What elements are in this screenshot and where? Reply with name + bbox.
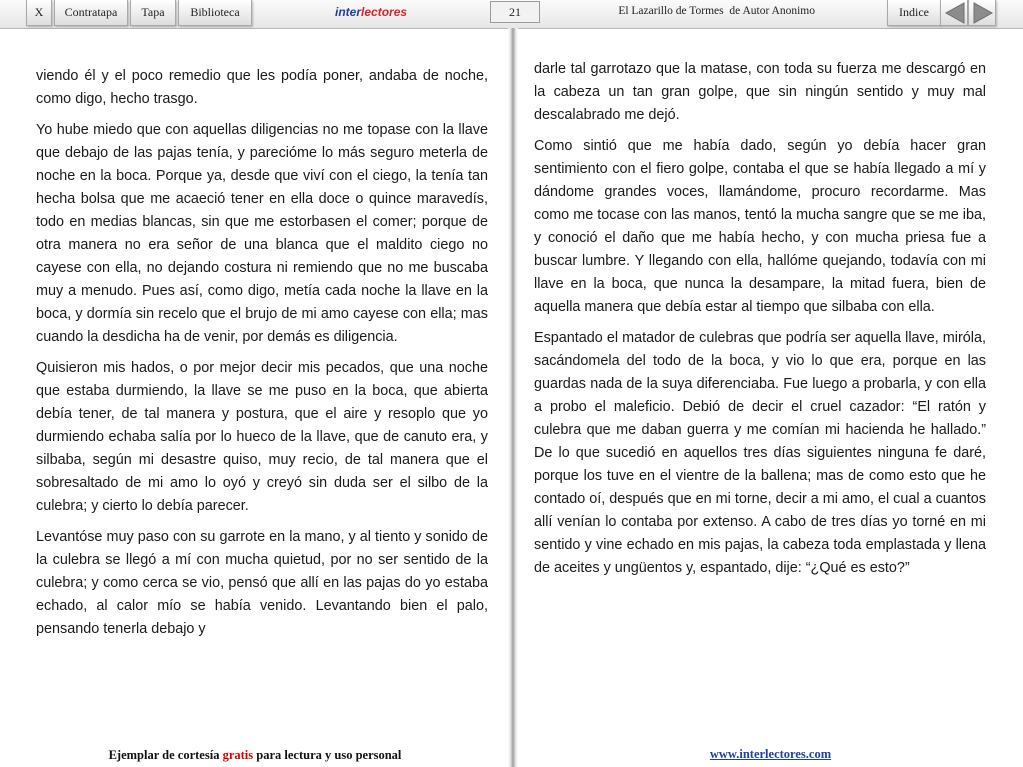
toolbar <box>0 0 1023 29</box>
paragraph: Como sintió que me había dado, según yo debía hacer gran sentimiento con el fiero golpe, contaba el que se había llegado a mí y dándome grandes voces, llamándome, procuro recordarme. Mas como me tocase con las manos, tentó la mucha sangre que se me iba, y conoció el daño que me había hecho, y con mucha priesa fue a buscar lumbre. Y llegando con ella, hallóme quejando, todavía con mi llave en la boca, que nunca la desampare, la mitad fuera, bien de aquella manera que debía estar al tiempo que silbaba con ella. <box>534 138 986 315</box>
next-page-button[interactable] <box>968 0 996 26</box>
right-page-text <box>534 58 986 588</box>
book-title: El Lazarillo de Tormes de Autor Anonimo <box>618 5 815 17</box>
courtesy-text-end: para lectura y uso personal <box>253 748 402 762</box>
page-number-field[interactable]: 21 <box>490 1 540 23</box>
previous-page-button[interactable] <box>940 0 968 26</box>
courtesy-notice <box>0 748 510 763</box>
interlectores-logo <box>335 5 407 19</box>
paragraph: Espantado el matador de culebras que podría ser aquella llave, miróla, sacándomela del todo de la boca, y vio lo que era, porque en las guardas nada de la suya diferenciaba. Fue luego a probarla, y con ella a probo el maleficio. Debió de decir el cruel cazador: “El ratón y culebra que me daban guerra y me comían mi hacienda he hallado.” De lo que sucedió en aquellos tres días siguientes ninguna fe daré, porque los tuve en el vientre de la ballena; mas de como esto que he contado oí, después que en mi torne, decir a mi amo, el cual a cuantos allí venían lo contaba por extenso. A cabo de tres días yo torné en mi sentido y vine echado en mis pajas, la cabeza toda emplastada y llena de aceites y ungüentos y, espantado, dije: “¿Qué es esto?” <box>534 330 986 576</box>
index-button[interactable]: Indice <box>887 0 941 26</box>
paragraph: Levantóse muy paso con su garrote en la mano, y al tiento y sonido de la culebra se llegó a mí con mucha quietud, por no ser sentido de la culebra; y como cerca se vio, pensó que allí en las pajas do yo estaba echado, al calor mío se había venido. Levantando bien el palo, pensando tenerla debajo y <box>36 529 488 637</box>
left-page-text <box>36 65 488 649</box>
courtesy-text-start: Ejemplar de cortesía <box>108 748 223 762</box>
cover-button[interactable]: Tapa <box>130 0 176 26</box>
paragraph: Yo hube miedo que con aquellas diligencias no me topase con la llave que debajo de las pajas tenía, y parecióme lo más seguro meterla de noche en la boca. Porque ya, desde que viví con el ciego, la tenía tan hecha bolsa que me acaeció tener en ella doce o quince maravedís, todo en medias blancas, sin que me estorbasen el comer; porque de otra manera no era señor de una blanca que el maldito ciego no cayese con ella, no dejando costura ni remiendo que no me buscaba muy a menudo. Pues así, como digo, metía cada noche la llave en la boca, y dormía sin recelo que el brujo de mi amo cayese con ella; mas cuando la desdicha ha de venir, por demás es diligencia. <box>36 122 488 345</box>
website-link[interactable]: www.interlectores.com <box>709 747 832 761</box>
triangle-left-icon <box>944 2 966 24</box>
paragraph: Quisieron mis hados, o por mejor decir mis pecados, que una noche que estaba durmiendo, la llave se me puso en la boca, que abierta debía tener, de tal manera y postura, que el aire y resoplo que yo durmiendo echaba salía por lo hueco de la llave, que de canuto era, y silbaba, según mi desastre quiso, muy recio, de tal manera que el sobresaltado de mi amo lo oyó y creyó sin duda ser el silbo de la culebra; y cierto lo debía parecer. <box>36 360 488 514</box>
courtesy-text-free: gratis <box>222 748 254 762</box>
triangle-right-icon <box>972 2 994 24</box>
book-spine <box>508 28 518 767</box>
paragraph: darle tal garrotazo que la matase, con toda su fuerza me descargó en la cabeza un tan gran golpe, que sin ningún sentido y muy mal descalabrado me dejó. <box>534 61 986 123</box>
library-button[interactable]: Biblioteca <box>178 0 252 26</box>
paragraph: viendo él y el poco remedio que les podía poner, andaba de noche, como digo, hecho trasgo. <box>36 68 488 107</box>
logo-text-inter: inter <box>335 5 362 19</box>
close-button[interactable]: X <box>26 0 52 26</box>
back-cover-button[interactable]: Contratapa <box>54 0 128 26</box>
logo-text-lectores: lectores <box>361 5 408 19</box>
